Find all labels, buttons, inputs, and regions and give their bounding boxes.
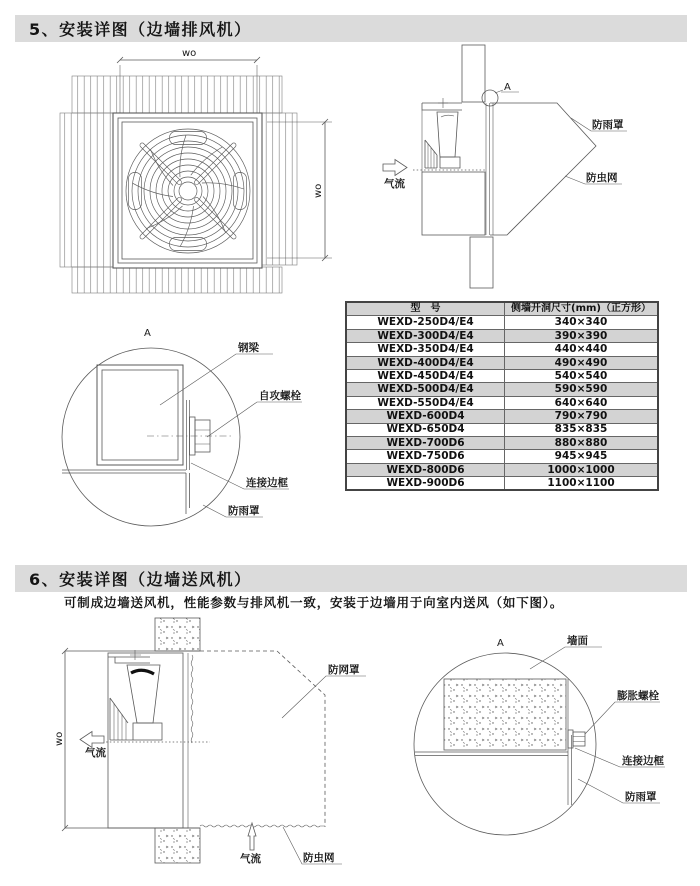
table-row: WEXD-750D6 945×945 <box>346 450 658 463</box>
airflow-label: 气流 <box>85 747 106 759</box>
insect-screen-label: 防虫网 <box>303 852 335 864</box>
table-row: WEXD-500D4/E4 590×590 <box>346 383 658 396</box>
spec-table <box>345 301 659 491</box>
detail-circle <box>62 348 240 526</box>
col-header-model: 型 号 <box>346 302 505 316</box>
dim-wo-left: wo <box>54 731 65 746</box>
expansion-bolt-label: 膨胀螺栓 <box>617 690 659 702</box>
rain-hood-edge <box>568 679 572 805</box>
table-row: WEXD-250D4/E4 340×340 <box>346 316 658 329</box>
dim-wo-top: wo <box>182 48 197 59</box>
table-header-row <box>346 302 658 316</box>
wall-block-top <box>155 618 200 651</box>
table-row: WEXD-800D6 1000×1000 <box>346 463 658 476</box>
mesh-cover-outline <box>200 651 325 827</box>
mounting-frame <box>486 103 493 235</box>
table-row: WEXD-900D6 1100×1100 <box>346 477 658 491</box>
steel-beam-section <box>97 365 183 465</box>
table-row: WEXD-350D4/E4 440×440 <box>346 343 658 356</box>
fan-unit <box>422 98 485 235</box>
table-row: WEXD-300D4/E4 390×390 <box>346 329 658 342</box>
section5-header <box>15 15 687 42</box>
insect-screen-label: 防虫网 <box>586 172 618 184</box>
section6-description: 可制成边墙送风机，性能参数与排风机一致，安装于边墙用于向室内送风（如下图）。 <box>64 595 564 610</box>
self-tapping-bolt-label: 自攻螺栓 <box>259 390 301 402</box>
rain-hood-label: 防雨罩 <box>228 505 260 517</box>
airflow-arrow-icon <box>80 732 104 748</box>
impeller-blade <box>131 670 154 674</box>
rain-hood-edge <box>62 470 186 473</box>
mesh-cover-label: 防网罩 <box>328 664 360 676</box>
table-row: WEXD-700D6 880×880 <box>346 436 658 449</box>
dim-wo-right: wo <box>313 183 324 198</box>
airflow-label: 气流 <box>384 178 405 190</box>
supply-fan-diagram <box>40 613 375 875</box>
detail-a-marker-label: A <box>504 82 511 93</box>
table-row: WEXD-450D4/E4 540×540 <box>346 369 658 382</box>
section6-title: 6、安装详图（边墙送风机） <box>29 570 252 589</box>
fan-unit <box>108 650 193 828</box>
detail-a2-diagram <box>408 627 695 851</box>
table-row: WEXD-600D4 790×790 <box>346 410 658 423</box>
side-view-diagram <box>375 40 690 295</box>
wall-surface-label: 墙面 <box>567 635 588 647</box>
connect-frame-edge <box>415 752 568 756</box>
connect-frame-section <box>187 400 190 470</box>
col-header-opening: 侧墙开洞尺寸(mm)（正方形） <box>505 302 659 316</box>
airflow-arrow-icon <box>383 160 407 176</box>
front-view-diagram <box>55 45 347 297</box>
connect-frame-label: 连接边框 <box>246 477 288 489</box>
expansion-bolt-icon <box>568 730 585 748</box>
wall-block-bottom <box>155 828 200 863</box>
insect-mesh-bottom <box>200 825 325 827</box>
table-row: WEXD-650D4 835×835 <box>346 423 658 436</box>
wall-surface-section <box>444 679 566 750</box>
detail-a2-title: A <box>497 638 504 649</box>
rain-hood-label: 防雨罩 <box>625 791 657 803</box>
connect-frame-label: 连接边框 <box>622 755 664 767</box>
steel-beam-label: 钢梁 <box>238 342 259 354</box>
detail-a-marker-circle <box>482 90 498 106</box>
fan-panel-frame <box>113 113 262 268</box>
detail-a-title: A <box>144 328 151 339</box>
section5-title: 5、安装详图（边墙排风机） <box>29 20 252 39</box>
rain-hood-outline <box>490 103 596 235</box>
detail-a-diagram <box>40 318 322 532</box>
wall-column-bottom <box>470 237 493 288</box>
table-row: WEXD-400D4/E4 490×490 <box>346 356 658 369</box>
section6-header <box>15 565 687 592</box>
insect-screen-edge <box>191 655 193 743</box>
airflow-bottom-label: 气流 <box>240 853 261 865</box>
wall-column-top <box>462 45 485 102</box>
rain-hood-label: 防雨罩 <box>592 119 624 131</box>
table-row: WEXD-550D4/E4 640×640 <box>346 396 658 409</box>
